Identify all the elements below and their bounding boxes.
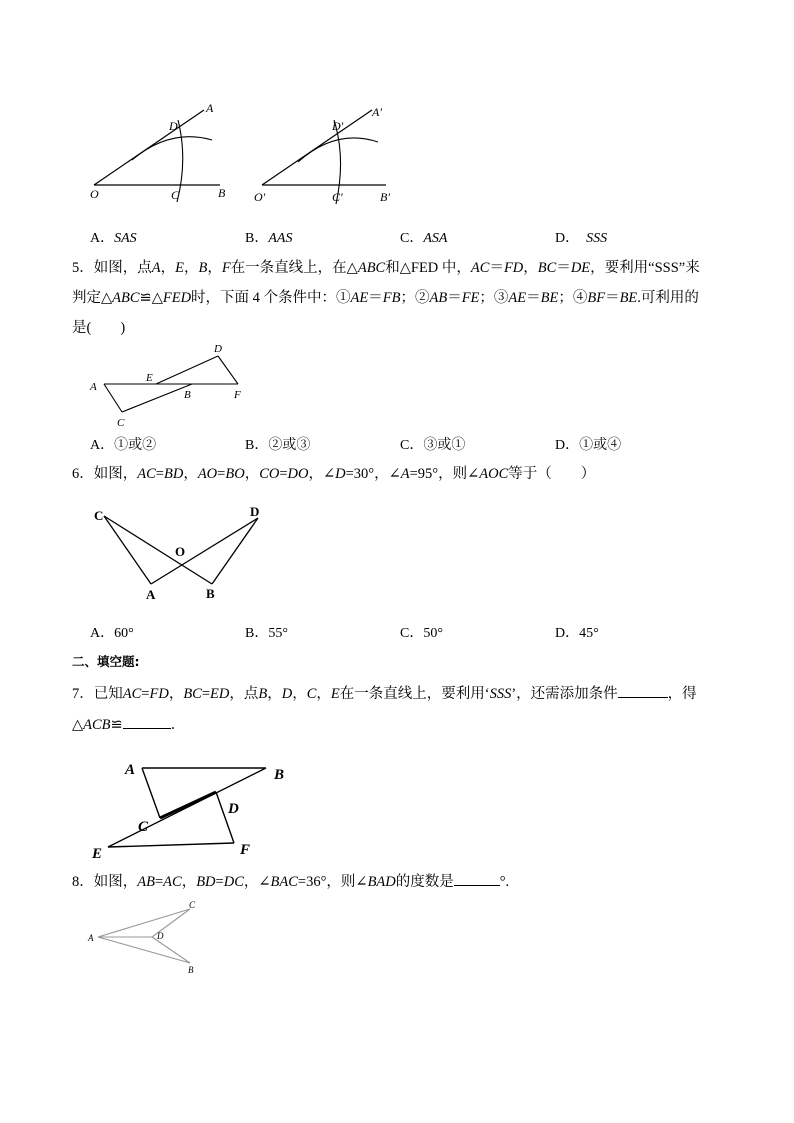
label-F: F [240, 842, 251, 858]
q4-option-b[interactable]: B．AAS [245, 231, 293, 246]
label-D: D [169, 119, 178, 133]
q7-stem-line2: △ACB≌ ． [72, 714, 185, 735]
label-O: O [90, 187, 99, 201]
q4-figure-left [84, 98, 244, 208]
label-B: B [184, 389, 191, 401]
label-C: C [94, 508, 104, 523]
label-E: E [92, 846, 103, 862]
q6-figure [86, 500, 276, 608]
section-heading-fill-in: 二、填空题: [72, 654, 140, 669]
q5-stem-line1: 5．如图，点A，E，B，F在一条直线上，在△ABC和△FED 中，AC＝FD，BC＝DE，要利用“SSS”来 [72, 260, 700, 276]
q5-stem-line3: 是( ) [72, 320, 126, 336]
label-A: A [125, 762, 136, 778]
q4-option-c[interactable]: C．ASA [400, 231, 448, 246]
label-A: A [88, 933, 94, 943]
q5-stem-line2: 判定△ABC≌△FED时，下面 4 个条件中：①AE＝FB；②AB＝FE；③AE＝BE；④BF＝BE.可利用的 [72, 290, 699, 306]
q4-option-a[interactable]: A．SAS [90, 231, 137, 246]
label-C: C [189, 900, 196, 910]
q5-option-d[interactable]: D．①或④ [555, 438, 622, 453]
label-O-prime: O′ [254, 190, 266, 204]
label-A: A [146, 587, 156, 602]
q4-figure-right [252, 98, 412, 210]
label-C: C [138, 819, 149, 835]
q6-option-c[interactable]: C．50° [400, 626, 443, 641]
label-B: B [188, 965, 194, 975]
label-B-prime: B′ [380, 190, 390, 204]
q8-answer-blank[interactable] [454, 871, 500, 886]
q6-stem: 6．如图，AC=BD，AO=BO，CO=DO，∠D=30°，∠A=95°，则∠AOC等于（ ） [72, 466, 596, 482]
q6-option-a[interactable]: A．60° [90, 626, 134, 641]
q4-option-d[interactable]: D． SSS [555, 231, 608, 246]
q6-option-b[interactable]: B．55° [245, 626, 288, 641]
label-F: F [234, 389, 241, 401]
q5-figure [86, 340, 256, 430]
q7-answer-blank-1[interactable] [618, 683, 668, 698]
q7-answer-blank-2[interactable] [123, 714, 171, 729]
label-B: B [274, 767, 285, 783]
label-O: O [175, 544, 186, 559]
label-C: C [171, 188, 180, 202]
label-D: D [214, 343, 222, 355]
label-D-prime: D′ [332, 119, 344, 133]
label-C-prime: C′ [332, 190, 343, 204]
label-B: B [218, 186, 226, 200]
label-A: A [90, 381, 97, 393]
q7-figure [88, 755, 298, 865]
label-D: D [228, 801, 239, 817]
q5-option-b[interactable]: B．②或③ [245, 438, 311, 453]
label-D: D [250, 504, 260, 519]
q7-stem-line1: 7．已知AC=FD，BC=ED，点B，D，C，E在一条直线上，要利用‘SSS’，还需添加条件 ，得 [72, 683, 697, 704]
label-C: C [117, 417, 125, 429]
q8-stem: 8．如图，AB=AC，BD=DC，∠BAC=36°，则∠BAD的度数是 °. [72, 871, 509, 892]
q5-option-c[interactable]: C．③或① [400, 438, 466, 453]
q6-option-d[interactable]: D．45° [555, 626, 599, 641]
label-A-prime: A′ [372, 105, 382, 119]
label-D: D [157, 931, 164, 941]
label-B: B [206, 586, 215, 601]
q8-figure [86, 895, 206, 980]
label-E: E [146, 372, 153, 384]
label-A: A [206, 101, 214, 115]
q5-option-a[interactable]: A．①或② [90, 438, 157, 453]
